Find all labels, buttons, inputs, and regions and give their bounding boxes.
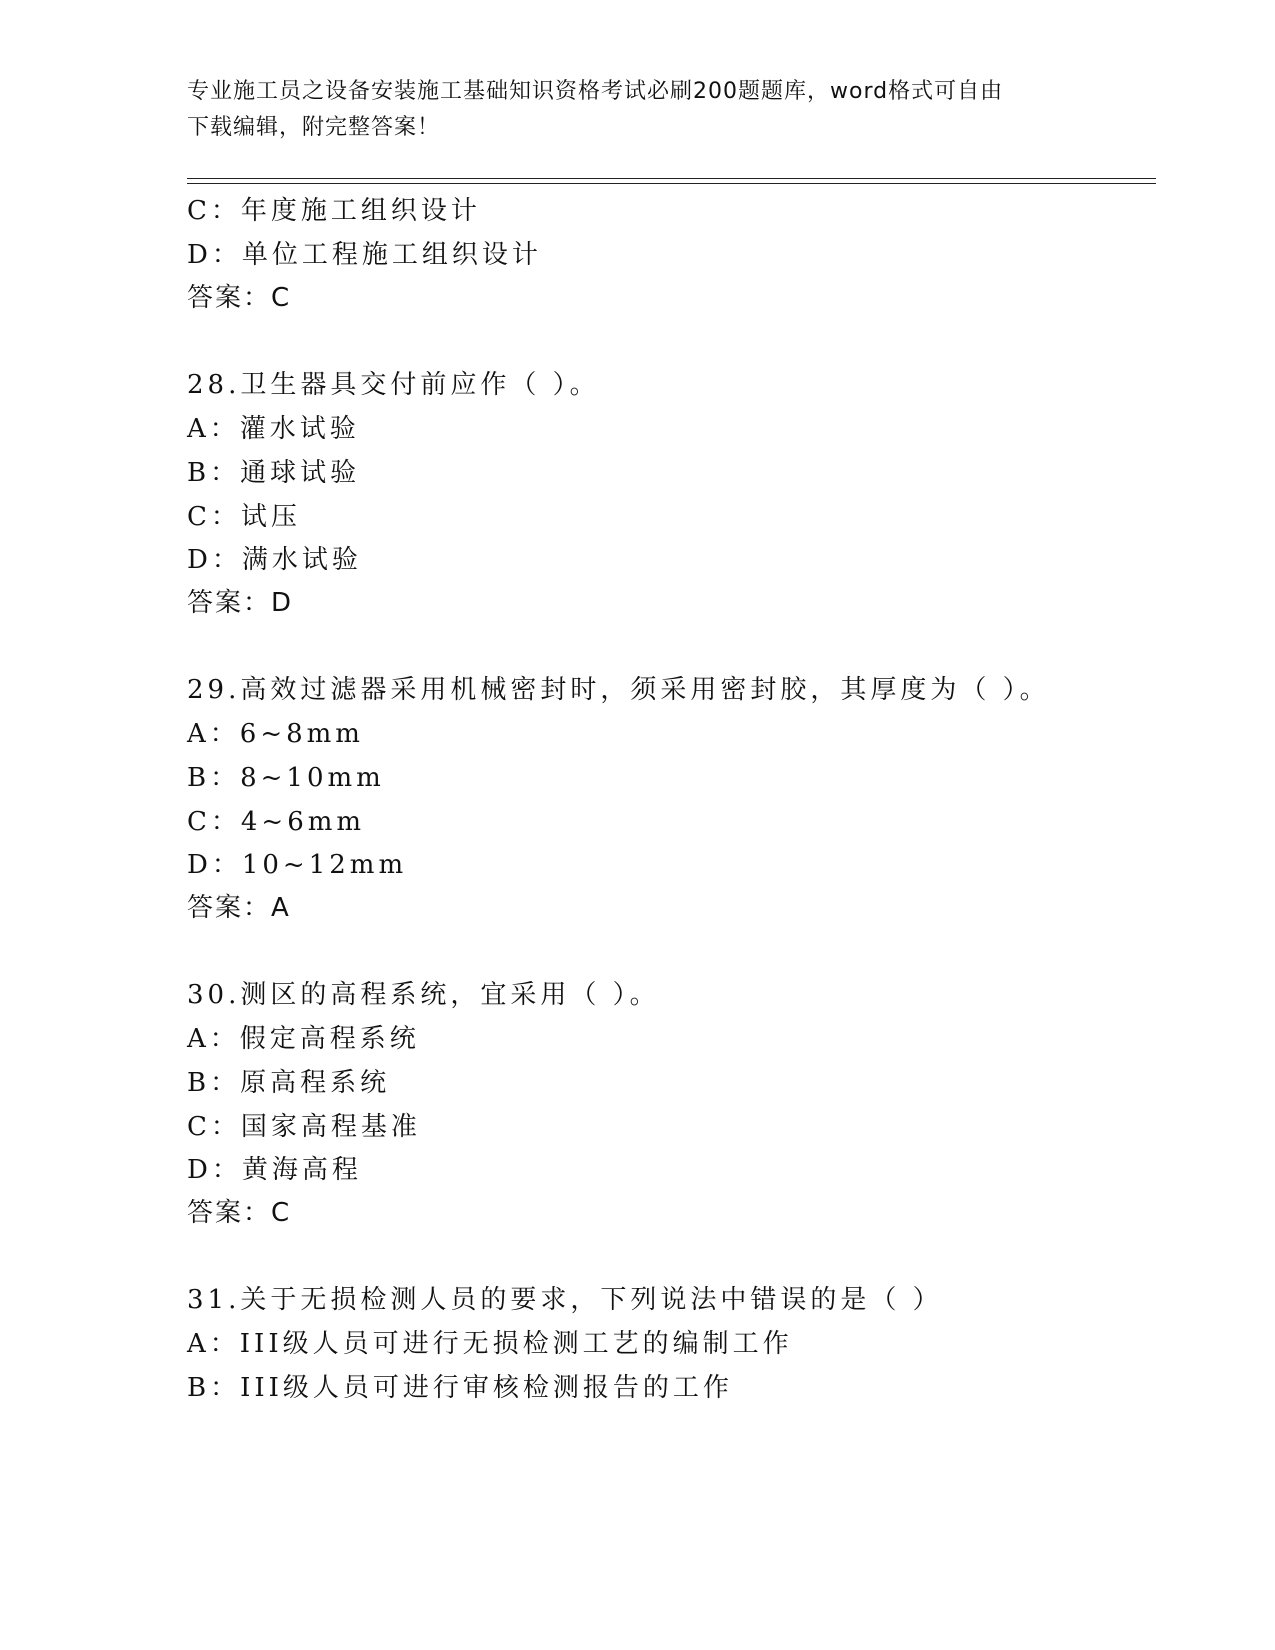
- q30-option-b: B：原高程系统: [187, 1068, 391, 1098]
- q31-question: 31.关于无损检测人员的要求，下列说法中错误的是（ ）: [187, 1285, 943, 1315]
- answer-value: C: [271, 1198, 291, 1228]
- header-line-2: 下载编辑，附完整答案！: [187, 115, 441, 140]
- answer-value: C: [271, 283, 291, 313]
- header-divider-top: [187, 178, 1156, 179]
- q27-option-c: C：年度施工组织设计: [187, 196, 481, 226]
- q30-option-a: A：假定高程系统: [187, 1024, 420, 1054]
- q29-option-d: D：10~12mm: [187, 850, 408, 880]
- answer-value: D: [271, 588, 293, 618]
- q28-question: 28.卫生器具交付前应作（ ）。: [187, 370, 600, 400]
- q30-answer: [187, 1192, 290, 1229]
- answer-value: A: [271, 893, 290, 923]
- q28-option-d: D：满水试验: [187, 545, 362, 575]
- answer-label: 答案：: [187, 893, 272, 923]
- q29-question: 29.高效过滤器采用机械密封时，须采用密封胶，其厚度为（ ）。: [187, 675, 1050, 705]
- q31-option-b: B：III级人员可进行审核检测报告的工作: [187, 1373, 733, 1403]
- q30-option-c: C：国家高程基准: [187, 1112, 421, 1142]
- q30-question: 30.测区的高程系统，宜采用（ ）。: [187, 980, 660, 1010]
- q28-option-b: B：通球试验: [187, 458, 361, 488]
- header-line-1: 专业施工员之设备安装施工基础知识资格考试必刷200题题库，word格式可自由: [187, 79, 1004, 104]
- q31-option-a: A：III级人员可进行无损检测工艺的编制工作: [187, 1329, 793, 1359]
- q29-option-a: A：6~8mm: [187, 719, 364, 749]
- q27-option-d: D：单位工程施工组织设计: [187, 240, 542, 270]
- q28-option-c: C：试压: [187, 502, 301, 532]
- q29-answer: [187, 887, 290, 924]
- q28-answer: [187, 582, 292, 619]
- q27-answer: [187, 277, 290, 314]
- q28-option-a: A：灌水试验: [187, 414, 360, 444]
- q29-option-b: B：8~10mm: [187, 763, 385, 793]
- q30-option-d: D：黄海高程: [187, 1155, 362, 1185]
- document-header: [187, 74, 1067, 146]
- answer-label: 答案：: [187, 283, 272, 313]
- q29-option-c: C：4~6mm: [187, 807, 366, 837]
- answer-label: 答案：: [187, 588, 272, 618]
- answer-label: 答案：: [187, 1198, 272, 1228]
- header-divider-bottom: [187, 183, 1156, 184]
